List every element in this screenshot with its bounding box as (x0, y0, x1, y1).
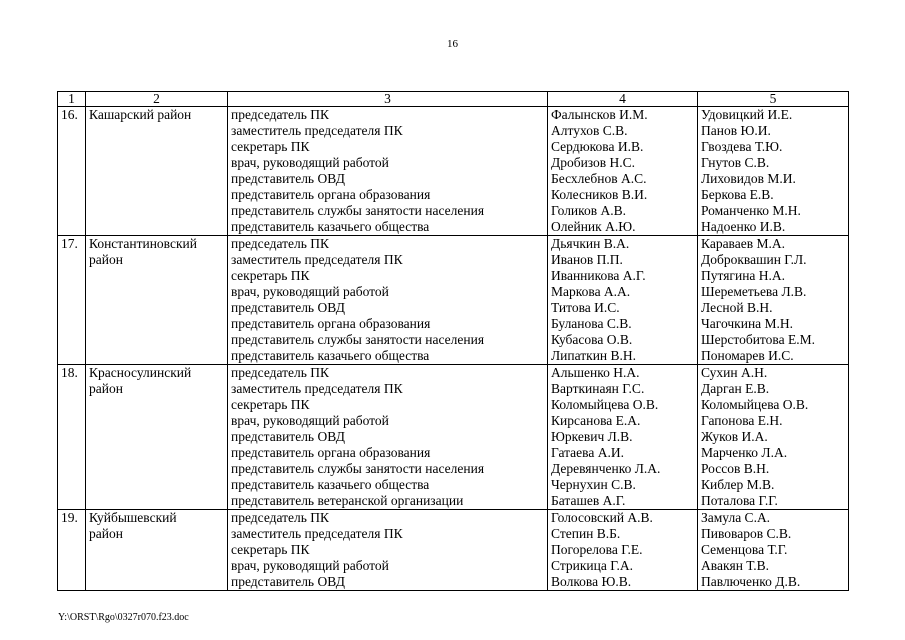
member-name-col5: Лиховидов М.И. (701, 171, 796, 186)
member-name-col4: Юркевич Л.В. (551, 429, 633, 444)
member-name-col5: Семенцова Т.Г. (701, 542, 788, 557)
role: врач, руководящий работой (231, 284, 389, 299)
member-name-col4: Деревянченко Л.А. (551, 461, 661, 476)
role: представитель казачьего общества (231, 219, 430, 234)
member-name-col5: Путягина Н.А. (701, 268, 786, 283)
role: председатель ПК (231, 510, 330, 525)
member-name-col4-cell (548, 236, 698, 365)
role-cell (228, 365, 548, 510)
member-name-col4-cell (548, 107, 698, 236)
role-cell (228, 236, 548, 365)
member-name-col4: Маркова А.А. (551, 284, 631, 299)
header-col-3: 3 (228, 92, 548, 107)
member-name-col5: Павлюченко Д.В. (701, 574, 801, 589)
row-number: 16. (58, 107, 86, 236)
member-name-col4: Титова И.С. (551, 300, 620, 315)
role: представитель ОВД (231, 171, 345, 186)
member-name-col5: Сухин А.Н. (701, 365, 768, 380)
member-name-col5: Россов В.Н. (701, 461, 770, 476)
role: председатель ПК (231, 107, 330, 122)
member-name-col4: Коломыйцева О.В. (551, 397, 659, 412)
header-col-5: 5 (698, 92, 849, 107)
member-name-col4-cell (548, 510, 698, 591)
member-name-col4: Волкова Ю.В. (551, 574, 632, 589)
header-col-1: 1 (58, 92, 86, 107)
member-name-col5: Караваев М.А. (701, 236, 785, 251)
district-name-cell (86, 107, 228, 236)
district-name-cell (86, 236, 228, 365)
member-name-col5: Доброквашин Г.Л. (701, 252, 807, 267)
role-cell (228, 107, 548, 236)
district-name-cell (86, 510, 228, 591)
member-name-col4: Баташев А.Г. (551, 493, 626, 508)
member-name-col5: Дарган Е.В. (701, 381, 770, 396)
member-name-col4: Липаткин В.Н. (551, 348, 637, 363)
role: представитель органа образования (231, 187, 431, 202)
member-name-col4-cell (548, 365, 698, 510)
district-name: район (89, 381, 123, 396)
district-name: район (89, 252, 123, 267)
role: секретарь ПК (231, 139, 310, 154)
member-name-col4: Чернухин С.В. (551, 477, 636, 492)
member-name-col4: Альшенко Н.А. (551, 365, 640, 380)
role: секретарь ПК (231, 542, 310, 557)
member-name-col5: Пивоваров С.В. (701, 526, 792, 541)
member-name-col4: Колесников В.И. (551, 187, 648, 202)
role: представитель службы занятости населения (231, 203, 485, 218)
role: секретарь ПК (231, 268, 310, 283)
table-header-row (58, 92, 849, 107)
role: заместитель председателя ПК (231, 526, 403, 541)
district-name: район (89, 526, 123, 541)
member-name-col4: Иванникова А.Г. (551, 268, 646, 283)
table-body (58, 107, 849, 591)
member-name-col5: Замула С.А. (701, 510, 771, 525)
member-name-col5-cell (698, 510, 849, 591)
member-name-col4: Алтухов С.В. (551, 123, 628, 138)
role: представитель казачьего общества (231, 477, 430, 492)
member-name-col4: Варткинаян Г.С. (551, 381, 645, 396)
member-name-col4: Голосовский А.В. (551, 510, 653, 525)
member-name-col5: Удовицкий И.Е. (701, 107, 793, 122)
member-name-col5: Авакян Т.В. (701, 558, 769, 573)
table-row (58, 365, 849, 510)
member-name-col4: Гатаева А.И. (551, 445, 624, 460)
member-name-col4: Кирсанова Е.А. (551, 413, 641, 428)
member-name-col5: Шереметьева Л.В. (701, 284, 807, 299)
member-name-col5: Лесной В.Н. (701, 300, 773, 315)
role: секретарь ПК (231, 397, 310, 412)
district-name: Кашарский район (89, 107, 192, 122)
district-name: Красносулинский (89, 365, 192, 380)
page-number: 16 (447, 38, 458, 50)
member-name-col4: Дьячкин В.А. (551, 236, 630, 251)
role: представитель ОВД (231, 300, 345, 315)
role: председатель ПК (231, 236, 330, 251)
role: представитель службы занятости населения (231, 461, 485, 476)
role: представитель службы занятости населения (231, 332, 485, 347)
member-name-col5: Коломыйцева О.В. (701, 397, 809, 412)
role: заместитель председателя ПК (231, 381, 403, 396)
member-name-col4: Степин В.Б. (551, 526, 621, 541)
table-row (58, 510, 849, 591)
role: представитель ветеранской организации (231, 493, 464, 508)
member-name-col4: Буланова С.В. (551, 316, 632, 331)
member-name-col5-cell (698, 365, 849, 510)
member-name-col5: Гнутов С.В. (701, 155, 770, 170)
role: представитель казачьего общества (231, 348, 430, 363)
member-name-col4: Иванов П.П. (551, 252, 623, 267)
member-name-col5: Панов Ю.И. (701, 123, 771, 138)
member-name-col5: Беркова Е.В. (701, 187, 774, 202)
role: заместитель председателя ПК (231, 123, 403, 138)
file-path-footer: Y:\ORST\Rgo\0327r070.f23.doc (58, 612, 189, 623)
role-cell (228, 510, 548, 591)
member-name-col4: Кубасова О.В. (551, 332, 633, 347)
role: представитель органа образования (231, 316, 431, 331)
role: заместитель председателя ПК (231, 252, 403, 267)
member-name-col5: Шерстобитова Е.М. (701, 332, 815, 347)
member-name-col5: Надоенко И.В. (701, 219, 786, 234)
member-name-col5: Поталова Г.Г. (701, 493, 778, 508)
role: врач, руководящий работой (231, 155, 389, 170)
role: врач, руководящий работой (231, 558, 389, 573)
member-name-col4: Стрикица Г.А. (551, 558, 634, 573)
header-col-2: 2 (86, 92, 228, 107)
member-name-col4: Сердюкова И.В. (551, 139, 644, 154)
member-name-col5: Марченко Л.А. (701, 445, 788, 460)
role: представитель ОВД (231, 574, 345, 589)
member-name-col5: Киблер М.В. (701, 477, 775, 492)
member-name-col4: Олейник А.Ю. (551, 219, 636, 234)
member-name-col5-cell (698, 236, 849, 365)
member-name-col5: Жуков И.А. (701, 429, 768, 444)
district-name: Куйбышевский (89, 510, 177, 525)
row-number: 17. (58, 236, 86, 365)
member-name-col4: Фалынсков И.М. (551, 107, 648, 122)
row-number: 18. (58, 365, 86, 510)
member-name-col5: Гвоздева Т.Ю. (701, 139, 783, 154)
commission-table (57, 91, 849, 591)
member-name-col4: Погорелова Г.Е. (551, 542, 643, 557)
header-col-4: 4 (548, 92, 698, 107)
district-name: Константиновский (89, 236, 197, 251)
member-name-col5: Чагочкина М.Н. (701, 316, 794, 331)
member-name-col4: Голиков А.В. (551, 203, 627, 218)
member-name-col5: Пономарев И.С. (701, 348, 794, 363)
member-name-col4: Бесхлебнов А.С. (551, 171, 647, 186)
table-row (58, 107, 849, 236)
role: врач, руководящий работой (231, 413, 389, 428)
member-name-col5: Гапонова Е.Н. (701, 413, 783, 428)
member-name-col5-cell (698, 107, 849, 236)
member-name-col5: Романченко М.Н. (701, 203, 801, 218)
district-name-cell (86, 365, 228, 510)
role: председатель ПК (231, 365, 330, 380)
role: представитель ОВД (231, 429, 345, 444)
member-name-col4: Дробизов Н.С. (551, 155, 636, 170)
table-row (58, 236, 849, 365)
role: представитель органа образования (231, 445, 431, 460)
row-number: 19. (58, 510, 86, 591)
